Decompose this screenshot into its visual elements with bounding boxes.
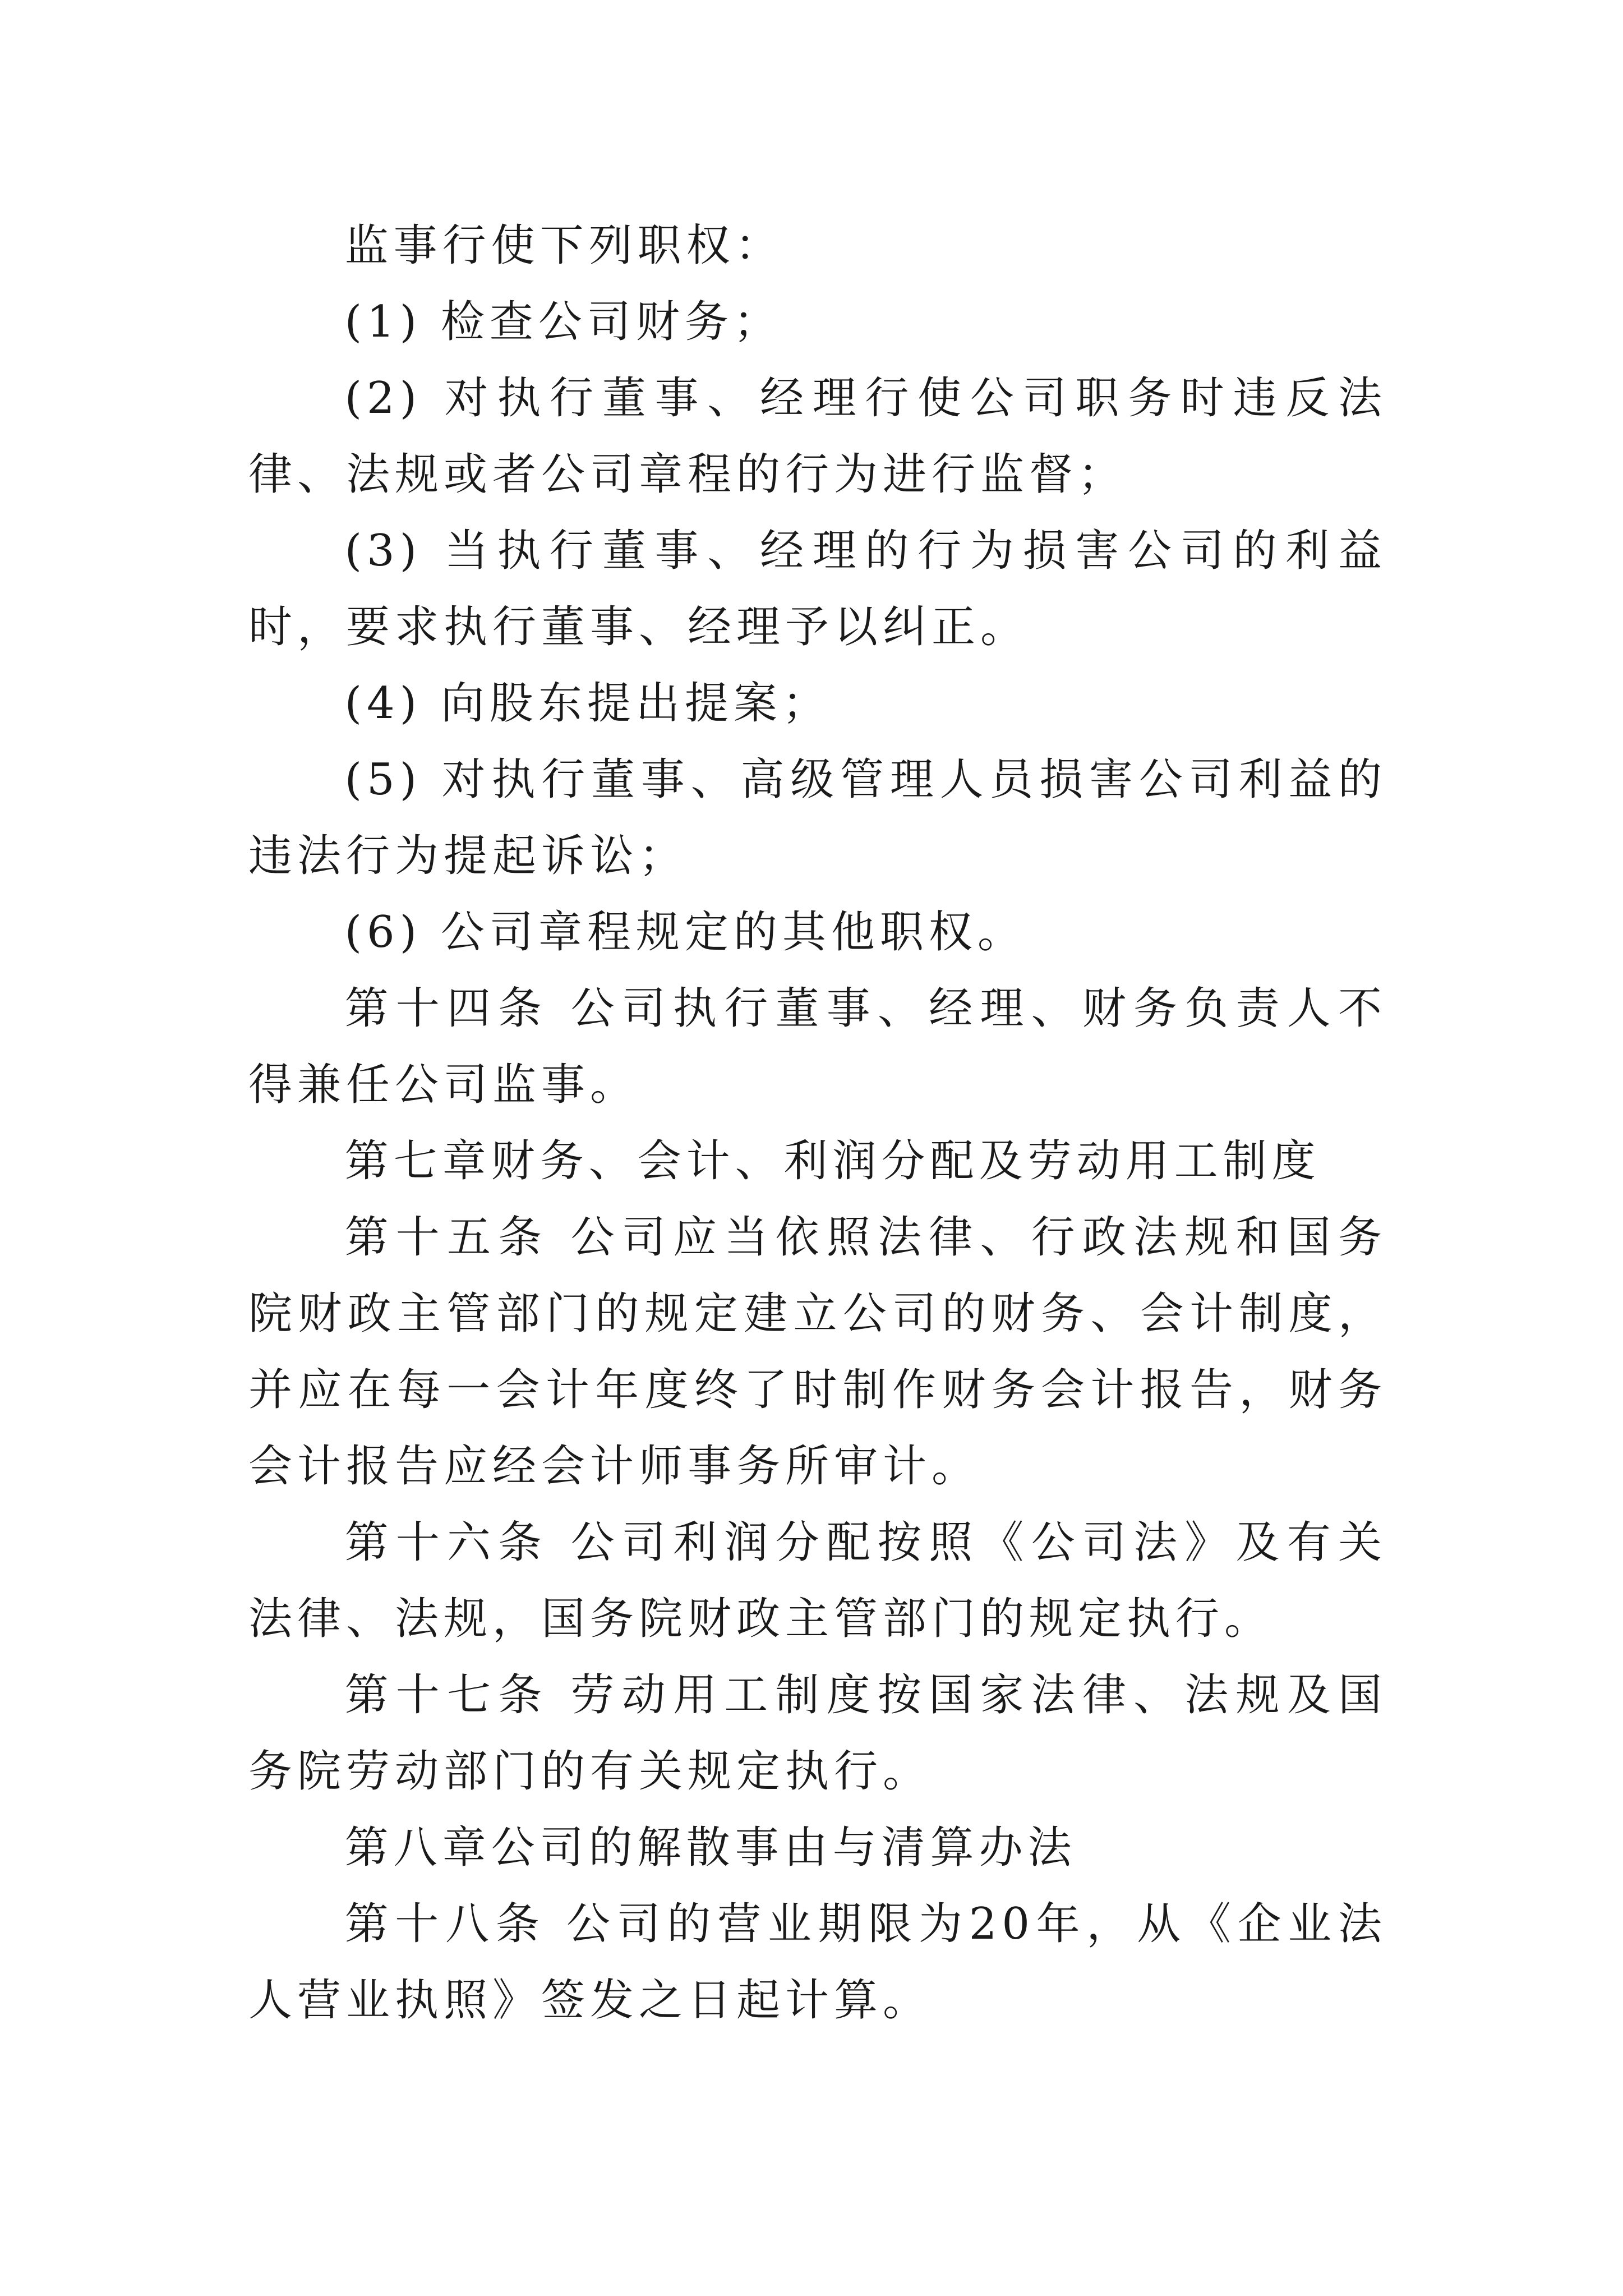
paragraph-article-15: 第十五条 公司应当依照法律、行政法规和国务院财政主管部门的规定建立公司的财务、会计制度，并应在每一会计年度终了时制作财务会计报告，财务会计报告应经会计师事务所审计。 [248, 1212, 1387, 1492]
paragraph-item-3: (3) 当执行董事、经理的行为损害公司的利益时，要求执行董事、经理予以纠正。 [248, 526, 1387, 652]
paragraph-item-6: (6) 公司章程规定的其他职权。 [344, 907, 1026, 958]
paragraph-item-5: (5) 对执行董事、高级管理人员损害公司利益的违法行为提起诉讼； [248, 754, 1387, 881]
paragraph-article-16: 第十六条 公司利润分配按照《公司法》及有关法律、法规，国务院财政主管部门的规定执行。 [248, 1517, 1387, 1644]
document-body [248, 208, 1387, 2039]
paragraph-article-18: 第十八条 公司的营业期限为20年，从《企业法人营业执照》签发之日起计算。 [248, 1899, 1387, 2026]
paragraph-item-2: (2) 对执行董事、经理行使公司职务时违反法律、法规或者公司章程的行为进行监督； [248, 373, 1387, 500]
paragraph-article-14: 第十四条 公司执行董事、经理、财务负责人不得兼任公司监事。 [248, 983, 1387, 1110]
paragraph-supervisor-powers-intro: 监事行使下列职权： [344, 220, 784, 271]
paragraph-article-17: 第十七条 劳动用工制度按国家法律、法规及国务院劳动部门的有关规定执行。 [248, 1670, 1387, 1797]
paragraph-item-4: (4) 向股东提出提案； [344, 678, 831, 729]
paragraph-item-1: (1) 检查公司财务； [344, 297, 782, 347]
heading-chapter-7: 第七章财务、会计、利润分配及劳动用工制度 [344, 1136, 1321, 1186]
heading-chapter-8: 第八章公司的解散事由与清算办法 [344, 1823, 1077, 1873]
